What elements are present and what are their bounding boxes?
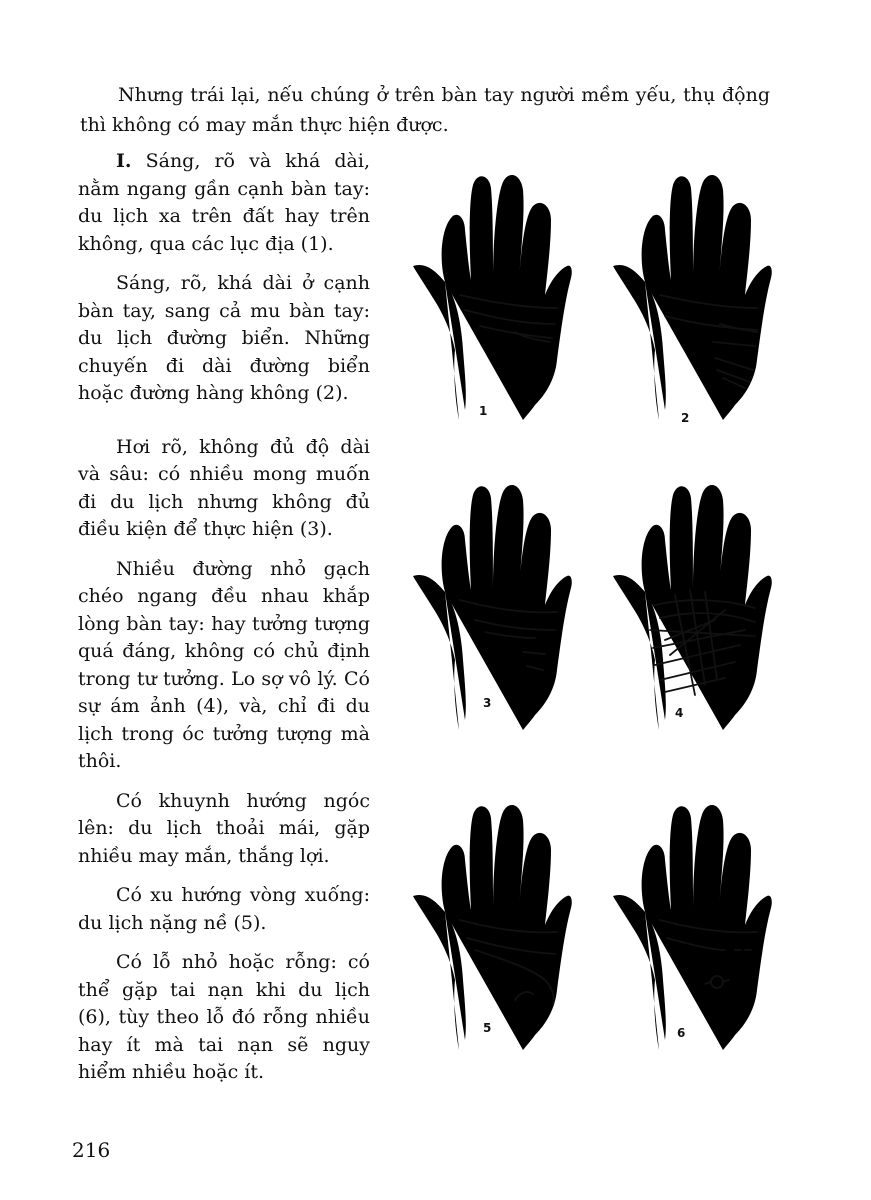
page-number: 216: [72, 1138, 111, 1162]
palm-figure-4: [605, 480, 780, 740]
paragraph-1-text: Sáng, rõ và khá dài, nằm ngang gần cạnh bàn tay: du lịch xa trên đất hay trên không, qua các lục địa (1).: [78, 150, 370, 255]
figure-number-1: 1: [479, 404, 488, 418]
palm-drawing-5: [405, 800, 580, 1060]
palm-drawing-1: [405, 170, 580, 430]
figure-number-4: 4: [675, 706, 684, 720]
paragraph-7: Có lỗ nhỏ hoặc rỗng: có thể gặp tai nạn khi du lịch (6), tùy theo lỗ đó rỗng nhiều hay ít mà tai nạn sẽ nguy hiểm nhiều hoặc ít.: [78, 951, 370, 1083]
paragraph-1: [78, 148, 370, 258]
palm-figure-5: [405, 800, 580, 1060]
section-marker: I.: [116, 150, 132, 172]
paragraph-2: Sáng, rõ, khá dài ở cạnh bàn tay, sang cả mu bàn tay: du lịch đường biển. Những chuyến đi dài đường biển hoặc đường hàng không (2).: [78, 272, 370, 404]
text-column: [78, 148, 370, 1099]
palm-drawing-2: [605, 170, 780, 430]
palm-figure-6: [605, 800, 780, 1060]
palm-drawing-6: [605, 800, 780, 1060]
paragraph-6: Có xu hướng vòng xuống: du lịch nặng nề (5).: [78, 884, 370, 934]
paragraph-3: Hơi rõ, không đủ độ dài và sâu: có nhiều mong muốn đi du lịch nhưng không đủ điều kiện để thực hiện (3).: [78, 435, 370, 540]
figure-number-5: 5: [483, 1021, 492, 1035]
palm-figure-2: [605, 170, 780, 430]
figure-number-6: 6: [677, 1026, 686, 1040]
intro-paragraph: Nhưng trái lại, nếu chúng ở trên bàn tay người mềm yếu, thụ động thì không có may mắn thực hiện được.: [80, 84, 770, 136]
palm-figure-3: [405, 480, 580, 740]
palm-figure-1: [405, 170, 580, 430]
paragraph-4: Nhiều đường nhỏ gạch chéo ngang đều nhau khắp lòng bàn tay: hay tưởng tượng quá đáng, không có chủ định trong tư tưởng. Lo sợ vô lý. Có sự ám ảnh (4), và, chỉ đi du lịch trong óc tưởng tượng mà thôi.: [78, 557, 370, 772]
figure-number-3: 3: [483, 696, 492, 710]
palm-drawing-3: [405, 480, 580, 740]
palm-drawing-4: [605, 480, 780, 740]
figure-number-2: 2: [681, 411, 690, 425]
paragraph-5: Có khuynh hướng ngóc lên: du lịch thoải mái, gặp nhiều may mắn, thắng lợi.: [78, 789, 370, 867]
